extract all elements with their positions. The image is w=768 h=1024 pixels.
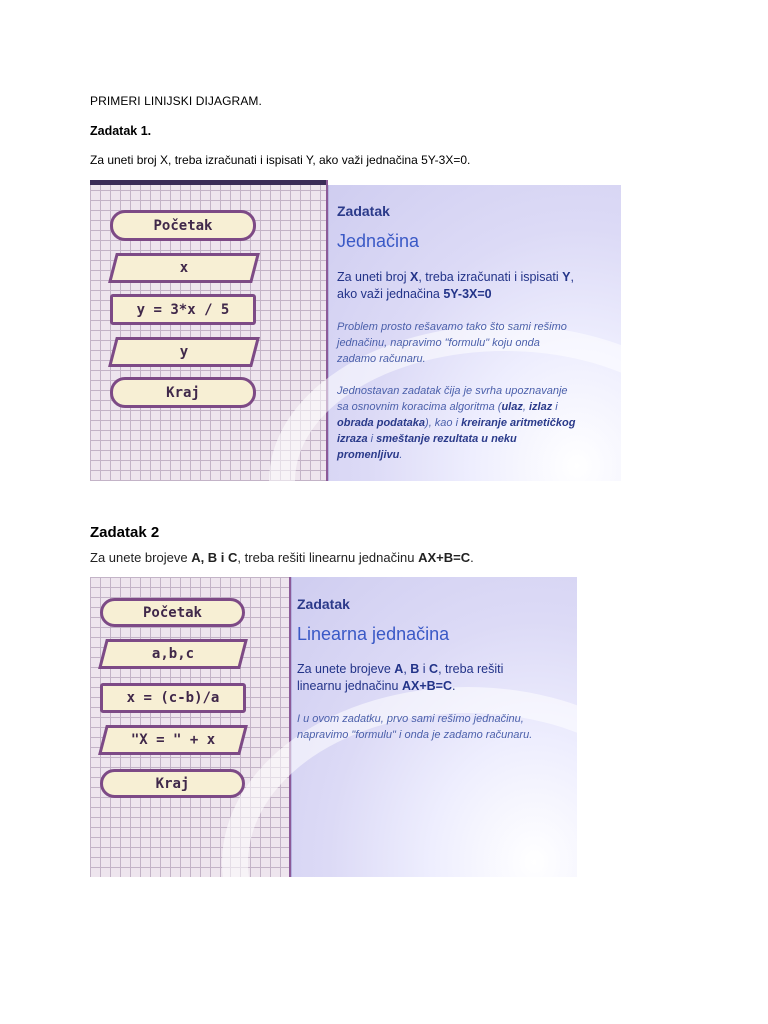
description-panel — [328, 185, 621, 481]
flowchart-input: x — [108, 253, 260, 283]
panel-paragraph-1: Za uneti broj X, treba izračunati i ispisati Y, ako važi jednačina 5Y-3X=0 — [337, 270, 574, 301]
zadatak1-description: Za uneti broj X, treba izračunati i ispisati Y, ako važi jednačina 5Y-3X=0. — [90, 153, 471, 167]
panel-header: Zadatak — [337, 203, 390, 219]
panel-title: Jednačina — [337, 231, 420, 251]
flowchart-end: Kraj — [110, 377, 256, 408]
page-heading: PRIMERI LINIJSKI DIJAGRAM. — [90, 94, 262, 108]
panel-paragraph-3: Jednostavan zadatak čija je svrha upoznavanje sa osnovnim koracima algoritma (ulaz, izlaz i obrada podataka), kao i kreiranje aritmetičkog izraza i smeštanje rezultata u neku promenljivu. — [337, 385, 576, 461]
panel-title: Linearna jednačina — [297, 624, 450, 644]
zadatak1-title: Zadatak 1. — [90, 124, 152, 138]
panel-paragraph-2: Problem prosto rešavamo tako što sami rešimo jednačinu, napravimo "formulu" koju onda zadamo računaru. — [337, 321, 567, 365]
zadatak1-image — [90, 180, 621, 481]
top-bar — [90, 180, 328, 185]
flowchart-process: x = (c-b)/a — [100, 683, 246, 713]
zadatak2-title: Zadatak 2 — [90, 524, 160, 541]
panel-paragraph-2: I u ovom zadatku, prvo sami rešimo jednačinu, napravimo "formulu" i onda je zadamo računaru. — [297, 713, 533, 741]
panel-paragraph-1: Za unete brojeve A, B i C, treba rešiti linearnu jednačinu AX+B=C. — [297, 662, 504, 693]
flowchart-output: y — [108, 337, 260, 367]
flowchart-start: Početak — [100, 598, 245, 627]
flowchart-end: Kraj — [100, 769, 245, 798]
description-panel — [291, 577, 577, 877]
zadatak2-description: Za unete brojeve A, B i C, treba rešiti linearnu jednačinu AX+B=C. — [90, 550, 474, 565]
flowchart-input: a,b,c — [98, 639, 248, 669]
flowchart-output: "X = " + x — [98, 725, 248, 755]
panel-header: Zadatak — [297, 596, 350, 612]
flowchart-process: y = 3*x / 5 — [110, 294, 256, 325]
zadatak2-image — [90, 577, 577, 877]
flowchart-start: Početak — [110, 210, 256, 241]
